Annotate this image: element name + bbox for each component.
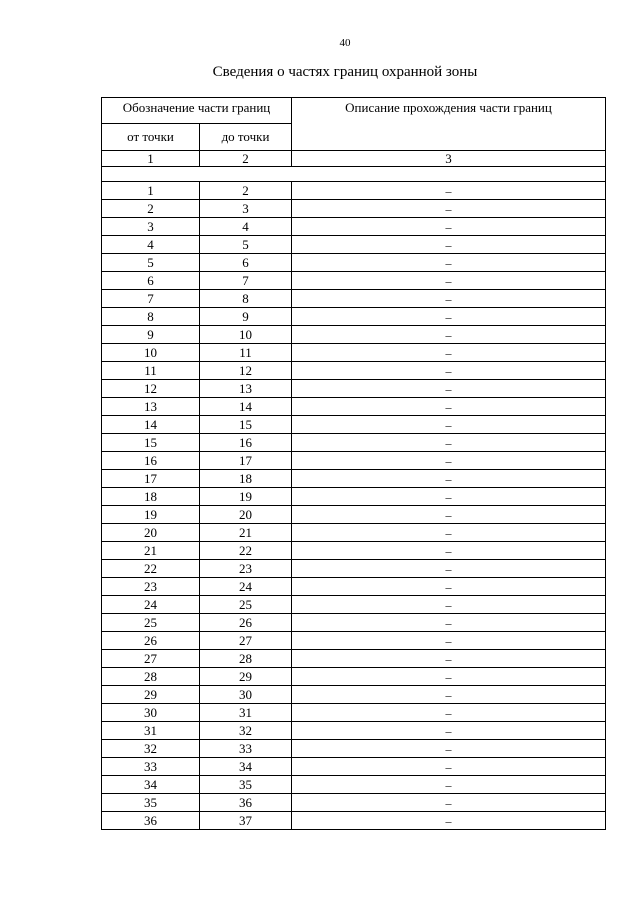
from-point-cell: 29 [102,686,200,704]
from-point-cell: 8 [102,308,200,326]
from-point-cell: 22 [102,560,200,578]
description-cell: – [292,686,606,704]
description-cell: – [292,308,606,326]
to-point-cell: 37 [200,812,292,830]
to-point-cell: 30 [200,686,292,704]
to-point-cell: 11 [200,344,292,362]
description-cell: – [292,236,606,254]
description-cell: – [292,758,606,776]
from-point-cell: 5 [102,254,200,272]
table-header-row [102,98,606,124]
to-point-cell: 4 [200,218,292,236]
table-row [102,686,606,704]
from-point-cell: 17 [102,470,200,488]
to-point-cell: 36 [200,794,292,812]
table-row [102,722,606,740]
page-number: 40 [339,37,351,49]
from-point-cell: 19 [102,506,200,524]
description-cell: – [292,344,606,362]
to-point-header: до точки [200,124,292,151]
column-index-3: 3 [292,151,606,167]
description-cell: – [292,488,606,506]
table-row [102,704,606,722]
from-point-cell: 3 [102,218,200,236]
to-point-cell: 27 [200,632,292,650]
to-point-cell: 3 [200,200,292,218]
description-cell: – [292,704,606,722]
description-cell: – [292,452,606,470]
to-point-cell: 26 [200,614,292,632]
from-point-cell: 23 [102,578,200,596]
from-point-cell: 34 [102,776,200,794]
column-index-2: 2 [200,151,292,167]
to-point-cell: 32 [200,722,292,740]
from-point-cell: 1 [102,182,200,200]
from-point-cell: 35 [102,794,200,812]
table-row [102,506,606,524]
description-cell: – [292,416,606,434]
table-row [102,254,606,272]
table-row [102,398,606,416]
table-row [102,308,606,326]
table-row [102,470,606,488]
description-cell: – [292,560,606,578]
section-separator-row [102,167,606,182]
description-cell: – [292,380,606,398]
from-point-cell: 32 [102,740,200,758]
table-row [102,182,606,200]
from-point-cell: 33 [102,758,200,776]
document-title: Сведения о частях границ охранной зоны [212,64,478,80]
description-cell: – [292,524,606,542]
description-cell: – [292,812,606,830]
from-point-cell: 4 [102,236,200,254]
to-point-cell: 2 [200,182,292,200]
to-point-cell: 35 [200,776,292,794]
table-row [102,236,606,254]
to-point-cell: 18 [200,470,292,488]
to-point-cell: 8 [200,290,292,308]
to-point-cell: 6 [200,254,292,272]
from-point-cell: 7 [102,290,200,308]
description-cell: – [292,272,606,290]
to-point-cell: 24 [200,578,292,596]
table-row [102,452,606,470]
from-point-cell: 6 [102,272,200,290]
from-point-cell: 36 [102,812,200,830]
to-point-cell: 20 [200,506,292,524]
to-point-cell: 16 [200,434,292,452]
description-header: Описание прохождения части границ [292,98,606,151]
to-point-cell: 5 [200,236,292,254]
table-row [102,200,606,218]
table-row [102,326,606,344]
description-cell: – [292,326,606,344]
from-point-cell: 16 [102,452,200,470]
description-cell: – [292,506,606,524]
table-row [102,524,606,542]
to-point-cell: 29 [200,668,292,686]
description-cell: – [292,668,606,686]
table-row [102,488,606,506]
table-row [102,668,606,686]
table-row [102,596,606,614]
to-point-cell: 12 [200,362,292,380]
from-point-cell: 18 [102,488,200,506]
description-cell: – [292,470,606,488]
description-cell: – [292,776,606,794]
description-cell: – [292,200,606,218]
to-point-cell: 15 [200,416,292,434]
table-row [102,344,606,362]
to-point-cell: 33 [200,740,292,758]
to-point-cell: 28 [200,650,292,668]
from-point-cell: 28 [102,668,200,686]
table-row [102,812,606,830]
table-row [102,290,606,308]
description-cell: – [292,614,606,632]
from-point-cell: 12 [102,380,200,398]
description-cell: – [292,632,606,650]
from-point-cell: 31 [102,722,200,740]
from-point-cell: 11 [102,362,200,380]
from-point-cell: 24 [102,596,200,614]
table-body [102,98,606,830]
to-point-cell: 34 [200,758,292,776]
table-row [102,272,606,290]
description-cell: – [292,362,606,380]
to-point-cell: 19 [200,488,292,506]
from-point-cell: 9 [102,326,200,344]
to-point-cell: 7 [200,272,292,290]
table-row [102,758,606,776]
to-point-cell: 25 [200,596,292,614]
column-index-1: 1 [102,151,200,167]
description-cell: – [292,650,606,668]
description-cell: – [292,398,606,416]
description-cell: – [292,218,606,236]
table-row [102,362,606,380]
from-point-cell: 27 [102,650,200,668]
to-point-cell: 9 [200,308,292,326]
table-row [102,794,606,812]
table-row [102,578,606,596]
to-point-cell: 14 [200,398,292,416]
description-cell: – [292,596,606,614]
from-point-cell: 2 [102,200,200,218]
to-point-cell: 21 [200,524,292,542]
description-cell: – [292,740,606,758]
to-point-cell: 13 [200,380,292,398]
from-point-cell: 25 [102,614,200,632]
to-point-cell: 10 [200,326,292,344]
from-point-cell: 15 [102,434,200,452]
description-cell: – [292,578,606,596]
table-row [102,740,606,758]
table-row [102,542,606,560]
table-row [102,632,606,650]
from-point-cell: 10 [102,344,200,362]
to-point-cell: 23 [200,560,292,578]
description-cell: – [292,542,606,560]
table-row [102,650,606,668]
column-index-row [102,151,606,167]
table-row [102,380,606,398]
from-point-cell: 13 [102,398,200,416]
from-point-cell: 20 [102,524,200,542]
designation-header: Обозначение части границ [102,98,292,124]
description-cell: – [292,254,606,272]
description-cell: – [292,794,606,812]
from-point-cell: 30 [102,704,200,722]
table-row [102,434,606,452]
description-cell: – [292,434,606,452]
from-point-cell: 14 [102,416,200,434]
to-point-cell: 31 [200,704,292,722]
from-point-cell: 21 [102,542,200,560]
description-cell: – [292,722,606,740]
description-cell: – [292,290,606,308]
table-row [102,416,606,434]
to-point-cell: 22 [200,542,292,560]
from-point-header: от точки [102,124,200,151]
section-separator-cell [102,167,606,182]
table-row [102,614,606,632]
table-row [102,218,606,236]
from-point-cell: 26 [102,632,200,650]
description-cell: – [292,182,606,200]
to-point-cell: 17 [200,452,292,470]
table-row [102,776,606,794]
table-row [102,560,606,578]
boundary-parts-table [101,97,606,830]
